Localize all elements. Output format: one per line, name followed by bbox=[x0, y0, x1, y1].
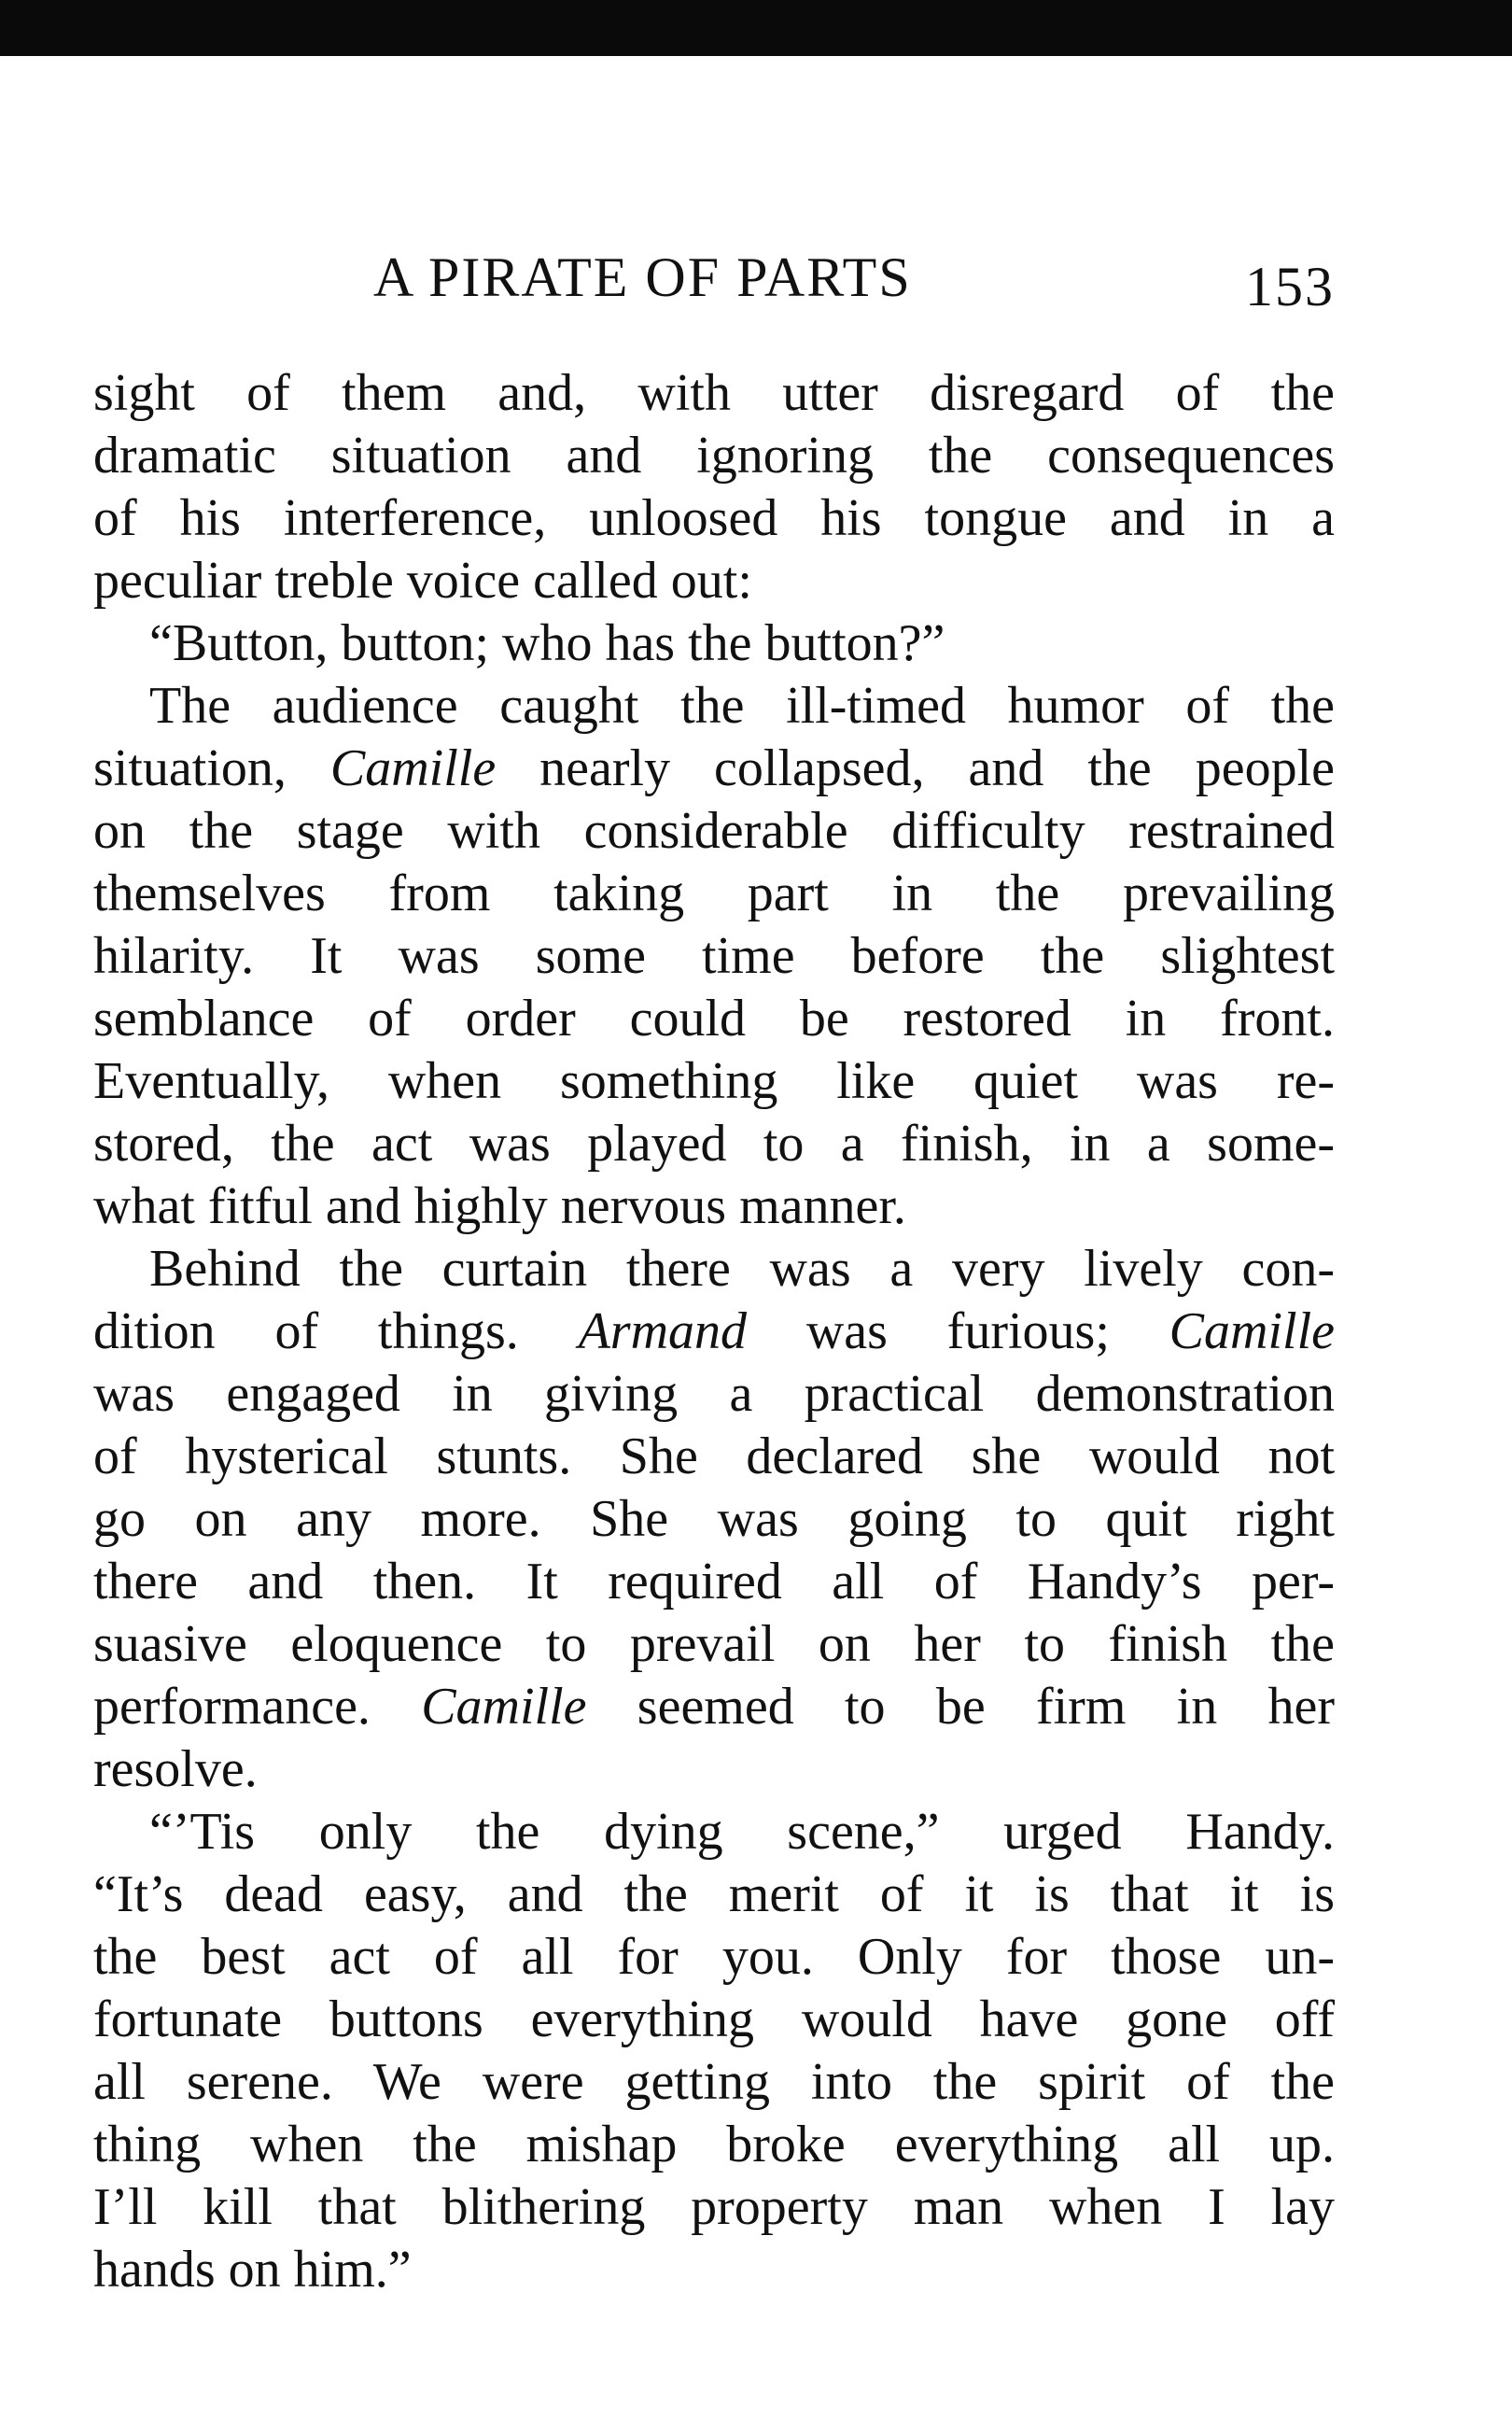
text-run: situation, bbox=[93, 739, 330, 797]
top-scan-bar bbox=[0, 0, 1512, 56]
text-line: all serene. We were getting into the spirit of the bbox=[93, 2053, 1335, 2111]
italic-name: Camille bbox=[421, 1678, 587, 1736]
text-line: sight of them and, with utter disregard of the bbox=[93, 364, 1335, 422]
text-line: The audience caught the ill-timed humor of the bbox=[149, 677, 1335, 735]
text-line: the best act of all for you. Only for those un- bbox=[93, 1928, 1335, 1986]
text-run: dition of things. bbox=[93, 1302, 579, 1360]
body-text bbox=[93, 362, 1335, 2301]
text-line: thing when the mishap broke everything all up. bbox=[93, 2116, 1335, 2173]
text-run: was furious; bbox=[747, 1302, 1169, 1360]
text-run: performance. bbox=[93, 1678, 422, 1736]
italic-name: Camille bbox=[1169, 1302, 1335, 1360]
text-line: “It’s dead easy, and the merit of it is that it is bbox=[93, 1865, 1335, 1923]
text-line: of his interference, unloosed his tongue and in a bbox=[93, 489, 1335, 547]
text-line: suasive eloquence to prevail on her to finish the bbox=[93, 1615, 1335, 1673]
text-line bbox=[93, 1676, 1335, 1738]
text-line: go on any more. She was going to quit right bbox=[93, 1490, 1335, 1548]
text-line: resolve. bbox=[93, 1740, 258, 1798]
text-line: dramatic situation and ignoring the consequences bbox=[93, 427, 1335, 485]
text-line bbox=[93, 738, 1335, 800]
text-line: themselves from taking part in the prevailing bbox=[93, 865, 1335, 922]
running-head bbox=[93, 245, 1335, 317]
text-line: fortunate buttons everything would have gone off bbox=[93, 1990, 1335, 2048]
text-line bbox=[93, 1301, 1335, 1363]
running-title: A PIRATE OF PARTS bbox=[373, 246, 912, 308]
text-line: semblance of order could be restored in front. bbox=[93, 990, 1335, 1048]
text-line: on the stage with considerable difficulty restrained bbox=[93, 802, 1335, 860]
text-line: stored, the act was played to a finish, in a some- bbox=[93, 1115, 1335, 1173]
text-line: Behind the curtain there was a very lively con- bbox=[149, 1240, 1335, 1298]
text-line: I’ll kill that blithering property man when I lay bbox=[93, 2178, 1335, 2236]
italic-name: Armand bbox=[578, 1302, 748, 1360]
text-run: nearly collapsed, and the people bbox=[496, 739, 1335, 797]
text-line: hands on him.” bbox=[93, 2241, 412, 2299]
text-run: seemed to be firm in her bbox=[586, 1678, 1335, 1736]
text-line: Eventually, when something like quiet was re- bbox=[93, 1052, 1335, 1110]
page-number: 153 bbox=[1245, 256, 1335, 317]
text-line: peculiar treble voice called out: bbox=[93, 552, 752, 610]
text-line: what fitful and highly nervous manner. bbox=[93, 1177, 906, 1235]
text-line: “Button, button; who has the button?” bbox=[149, 614, 945, 672]
italic-name: Camille bbox=[329, 739, 497, 797]
text-line: of hysterical stunts. She declared she would not bbox=[93, 1427, 1335, 1485]
text-line: there and then. It required all of Handy’s per- bbox=[93, 1553, 1335, 1610]
text-line: hilarity. It was some time before the slightest bbox=[93, 927, 1335, 985]
text-line: was engaged in giving a practical demonstration bbox=[93, 1365, 1335, 1423]
text-line: “’Tis only the dying scene,” urged Handy. bbox=[149, 1803, 1335, 1861]
